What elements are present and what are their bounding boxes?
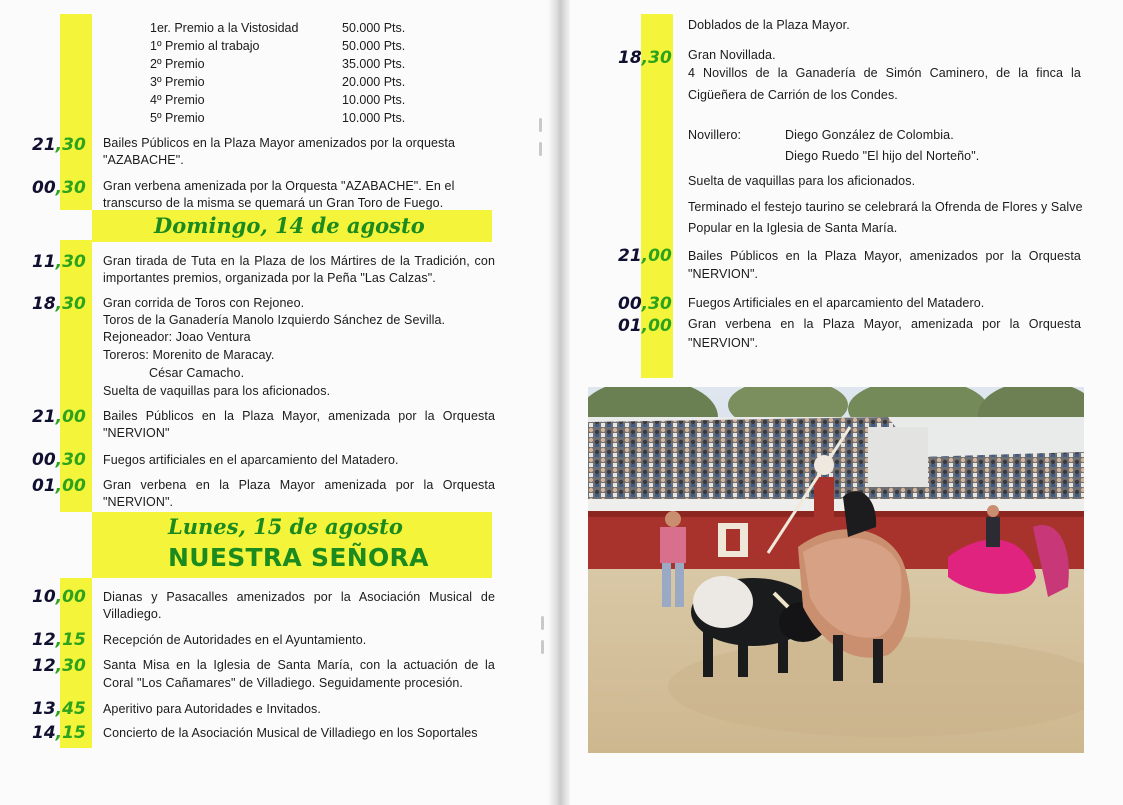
event-minutes: ,00 [641,246,672,266]
event-time [32,699,86,719]
event-hour: 21 [618,246,642,266]
event-text: Dianas y Pasacalles amenizados por la Asociación Musical de [103,590,495,604]
event-minutes: ,00 [55,476,86,496]
page-edge-mark [541,640,544,654]
event-time [618,294,672,314]
event-text: Concierto de la Asociación Musical de Villadiego en los Soportales [103,726,478,740]
event-minutes: ,30 [55,178,86,198]
event-time [32,294,86,314]
event-text: Bailes Públicos en la Plaza Mayor amenizados por la orquesta [103,136,456,150]
event-text: "NERVION". [688,267,759,281]
event-hour: 21 [32,135,56,155]
event-text: importantes premios, organizada por la Peña "Las Calzas". [103,271,436,285]
event-hour: 14 [32,723,56,743]
event-text: Bailes Públicos en la Plaza Mayor, amenizados por la Orquesta [688,249,1081,263]
event-minutes: ,30 [641,294,672,314]
day-title-lunes: Lunes, 15 de agosto [168,514,403,539]
event-text: Coral "Los Cañamares" de Villadiego. Seguidamente procesión. [103,676,463,690]
event-hour: 13 [32,699,56,719]
event-text: Santa Misa en la Iglesia de Santa María, con la actuación de la [103,658,495,672]
event-time [618,316,672,336]
event-text: Terminado el festejo taurino se celebrará la Ofrenda de Flores y Salve [688,200,1083,214]
event-hour: 00 [32,450,56,470]
event-text: "NERVION". [103,495,174,509]
event-text: "AZABACHE". [103,153,184,167]
event-text: "NERVION" [103,426,170,440]
event-text: Toros de la Ganadería Manolo Izquierdo Sánchez de Sevilla. [103,313,446,327]
event-hour: 12 [32,656,56,676]
event-text: Rejoneador: Joao Ventura [103,330,251,344]
event-time [618,48,672,68]
prize-label: 3º Premio [150,75,205,89]
prize-label: 5º Premio [150,111,205,125]
book-gutter [548,0,570,805]
event-hour: 21 [32,407,56,427]
prize-amount: 10.000 Pts. [342,93,406,107]
event-time [32,407,86,427]
event-hour: 01 [32,476,56,496]
event-text: Aperitivo para Autoridades e Invitados. [103,702,321,716]
event-minutes: ,30 [641,48,672,68]
prize-label: 1er. Premio a la Vistosidad [150,21,299,35]
novillero-name: Diego Ruedo "El hijo del Norteño". [785,149,980,163]
event-hour: 00 [618,294,642,314]
event-time [32,630,86,650]
event-minutes: ,30 [55,656,86,676]
event-time [32,587,86,607]
event-hour: 12 [32,630,56,650]
event-minutes: ,30 [55,135,86,155]
event-minutes: ,15 [55,630,86,650]
event-text: Gran Novillada. [688,48,776,62]
prize-label: 4º Premio [150,93,205,107]
prize-amount: 50.000 Pts. [342,21,406,35]
event-time [32,723,86,743]
event-text: Doblados de la Plaza Mayor. [688,18,850,32]
event-text: Bailes Públicos en la Plaza Mayor, amenizada por la Orquesta [103,409,495,423]
event-text: Gran corrida de Toros con Rejoneo. [103,296,305,310]
event-time [32,450,86,470]
event-hour: 18 [32,294,56,314]
prize-amount: 50.000 Pts. [342,39,406,53]
event-minutes: ,30 [55,252,86,272]
bullfight-photo [588,387,1084,753]
event-text: transcurso de la misma se quemará un Gran Toro de Fuego. [103,196,444,210]
event-text: Gran verbena en la Plaza Mayor amenizada por la Orquesta [103,478,495,492]
event-text: Fuegos artificiales en el aparcamiento del Matadero. [103,453,399,467]
event-time [32,252,86,272]
event-text: Gran tirada de Tuta en la Plaza de los Mártires de la Tradición, con [103,254,495,268]
page-edge-mark [541,616,544,630]
event-hour: 00 [32,178,56,198]
event-text: Suelta de vaquillas para los aficionados. [103,384,331,398]
event-time [618,246,672,266]
prize-label: 1º Premio al trabajo [150,39,260,53]
event-minutes: ,45 [55,699,86,719]
event-text: Gran verbena amenizada por la Orquesta "AZABACHE". En el [103,179,455,193]
event-text: Fuegos Artificiales en el aparcamiento del Matadero. [688,296,985,310]
page-edge-mark [539,118,542,132]
prize-amount: 10.000 Pts. [342,111,406,125]
event-text: Gran verbena en la Plaza Mayor, amenizada por la Orquesta [688,317,1081,331]
event-hour: 01 [618,316,642,336]
novillero-name: Diego González de Colombia. [785,128,954,142]
event-time [32,656,86,676]
event-text: 4 Novillos de la Ganadería de Simón Caminero, de la finca la [688,66,1081,80]
event-text: Villadiego. [103,607,162,621]
event-minutes: ,00 [641,316,672,336]
prize-label: 2º Premio [150,57,205,71]
day-subtitle: NUESTRA SEÑORA [168,543,429,572]
event-text: Cigüeñera de Carrión de los Condes. [688,88,898,102]
event-minutes: ,00 [55,587,86,607]
event-text: Recepción de Autoridades en el Ayuntamiento. [103,633,367,647]
event-minutes: ,00 [55,407,86,427]
event-time [32,135,86,155]
event-text: Toreros: Morenito de Maracay. [103,348,275,362]
event-time [32,178,86,198]
event-hour: 11 [32,252,56,272]
page-edge-mark [539,142,542,156]
event-text: César Camacho. [149,366,245,380]
prize-amount: 35.000 Pts. [342,57,406,71]
event-text: Popular en la Iglesia de Santa María. [688,221,898,235]
event-minutes: ,15 [55,723,86,743]
event-text: "NERVION". [688,336,759,350]
prize-amount: 20.000 Pts. [342,75,406,89]
event-hour: 18 [618,48,642,68]
event-minutes: ,30 [55,294,86,314]
day-title-domingo: Domingo, 14 de agosto [154,213,425,238]
event-text: Suelta de vaquillas para los aficionados. [688,174,916,188]
event-minutes: ,30 [55,450,86,470]
yellow-bar [60,240,92,512]
event-hour: 10 [32,587,56,607]
event-time [32,476,86,496]
novillero-label: Novillero: [688,128,742,142]
